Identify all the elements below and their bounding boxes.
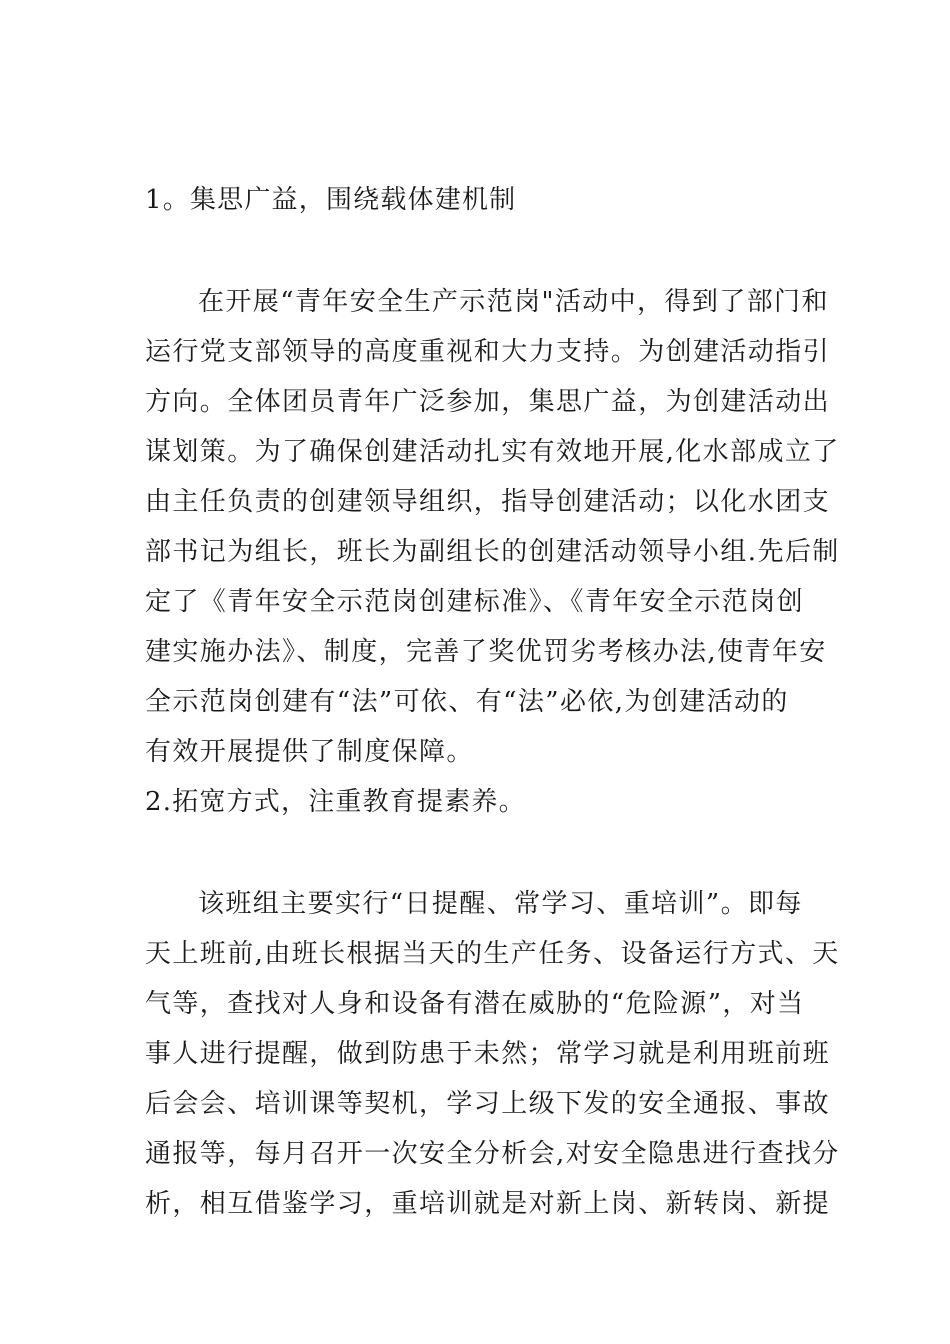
paragraph-line: 在开展“青年安全生产示范岗"活动中，得到了部门和 [198, 287, 829, 317]
paragraph-line: 该班组主要实行“日提醒、常学习、重培训”。即每 [198, 889, 803, 919]
section-heading-2: 2.拓宽方式，注重教育提素养。 [145, 787, 526, 817]
paragraph-line: 定了《青年安全示范岗创建标准》、《青年安全示范岗创 [145, 587, 805, 617]
paragraph-line: 后会会、培训课等契机，学习上级下发的安全通报、事故 [145, 1089, 831, 1119]
paragraph-line: 谋划策。为了确保创建活动扎实有效地开展,化水部成立了 [145, 437, 840, 467]
paragraph-line: 由主任负责的创建领导组织，指导创建活动；以化水团支 [145, 487, 831, 517]
paragraph-line: 方向。全体团员青年广泛参加，集思广益，为创建活动出 [145, 387, 831, 417]
paragraph-line: 通报等，每月召开一次安全分析会,对安全隐患进行查找分 [145, 1139, 840, 1169]
paragraph-line: 建实施办法》、制度，完善了奖优罚劣考核办法,使青年安 [145, 637, 827, 667]
paragraph-line: 事人进行提醒，做到防患于未然；常学习就是利用班前班 [145, 1039, 831, 1069]
paragraph-line: 析，相互借鉴学习，重培训就是对新上岗、新转岗、新提 [145, 1189, 831, 1219]
paragraph-line: 全示范岗创建有“法”可依、有“法”必依,为创建活动的 [145, 687, 789, 717]
section-heading-1: 1。集思广益，围绕载体建机制 [145, 185, 517, 215]
paragraph-line: 有效开展提供了制度保障。 [145, 737, 474, 767]
paragraph-line: 气等，查找对人身和设备有潜在威胁的“危险源”，对当 [145, 989, 805, 1019]
paragraph-line: 天上班前,由班长根据当天的生产任务、设备运行方式、天 [145, 939, 840, 969]
paragraph-line: 部书记为组长，班长为副组长的创建活动领导小组.先后制 [145, 537, 840, 567]
paragraph-line: 运行党支部领导的高度重视和大力支持。为创建活动指引 [145, 337, 831, 367]
